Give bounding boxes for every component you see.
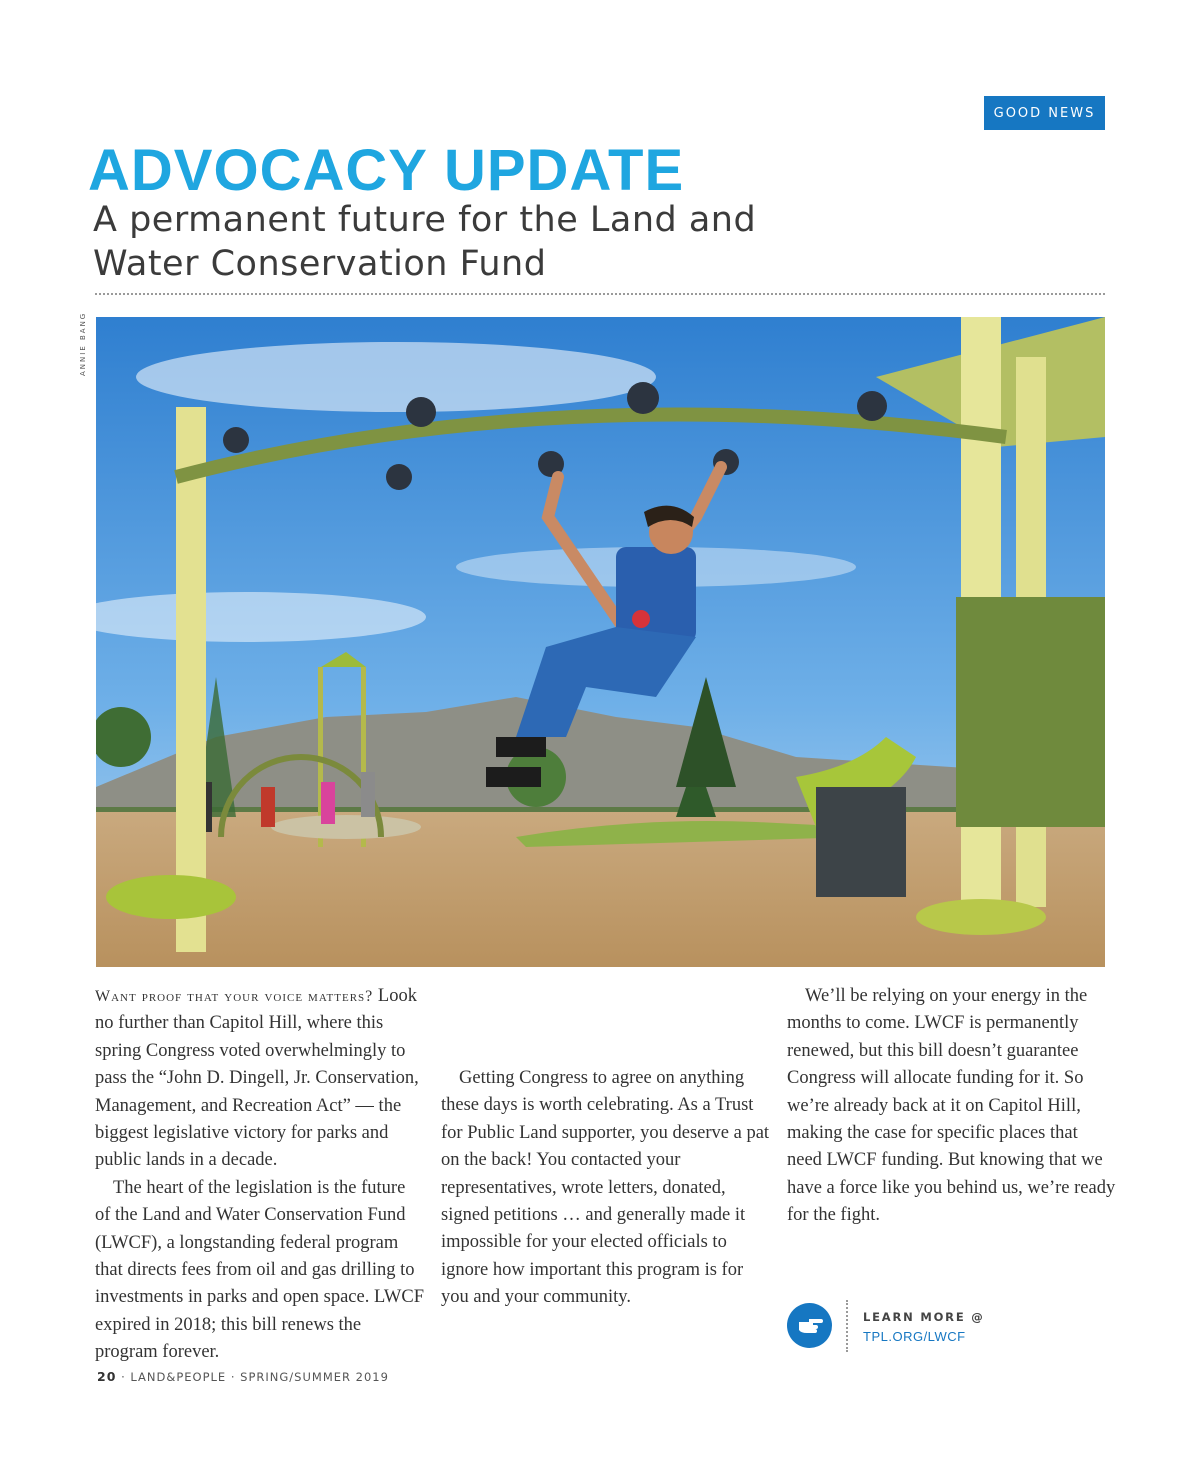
article-column-3 bbox=[787, 983, 1117, 1230]
article-lead-in: Want proof that your voice matters? bbox=[95, 988, 374, 1005]
article-paragraph-4: We’ll be relying on your energy in the months to come. LWCF is permanently renewed, but this bill doesn’t guarantee Congress will allocate funding for it. So we’re already back at it on Capitol Hill, making the case for specific places that need LWCF funding. But knowing that we have a force like you behind us, we’re ready for the fight. bbox=[787, 986, 1116, 1226]
learn-more-label: LEARN MORE @ bbox=[863, 1310, 985, 1324]
footer-separator: · bbox=[230, 1370, 241, 1384]
pointing-hand-icon[interactable] bbox=[787, 1303, 832, 1348]
page-number: 20 bbox=[97, 1369, 117, 1384]
article-column-2-text bbox=[441, 1065, 771, 1312]
article-paragraph-3: Getting Congress to agree on anything these days is worth celebrating. As a Trust for Public Land supporter, you deserve a pat on the back! You contacted your representatives, wrote letters, donated, signed petitions … and generally made it impossible for your elected officials to ignore how important this program is for you and your community. bbox=[441, 1068, 770, 1308]
learn-more-link[interactable]: TPL.ORG/LWCF bbox=[863, 1329, 966, 1344]
learn-more-divider bbox=[846, 1300, 848, 1352]
issue-name: SPRING/SUMMER 2019 bbox=[240, 1370, 389, 1384]
publication-name: LAND&PEOPLE bbox=[130, 1370, 227, 1384]
playground-photo bbox=[96, 317, 1105, 967]
page-subtitle: A permanent future for the Land and Water Conservation Fund bbox=[93, 200, 757, 284]
page-footer bbox=[97, 1369, 389, 1384]
article-paragraph-1: Look no further than Capitol Hill, where this spring Congress voted overwhelmingly to pass the “John D. Dingell, Jr. Conservation, Management, and Recreation Act” — the biggest legislative victory for parks and public lands in a decade. bbox=[95, 986, 419, 1171]
page-title: ADVOCACY UPDATE bbox=[88, 138, 685, 203]
photo-credit: ANNIE BANG bbox=[79, 311, 87, 376]
footer-separator: · bbox=[121, 1370, 131, 1384]
dotted-divider bbox=[95, 293, 1105, 295]
article-paragraph-2: The heart of the legislation is the future of the Land and Water Conservation Fund (LWCF), a longstanding federal program that directs fees from oil and gas drilling to investments in parks and open space. LWCF expired in 2018; this bill renews the program forever. bbox=[95, 1177, 424, 1363]
article-column-1 bbox=[95, 983, 425, 1367]
section-badge: GOOD NEWS bbox=[984, 96, 1105, 130]
